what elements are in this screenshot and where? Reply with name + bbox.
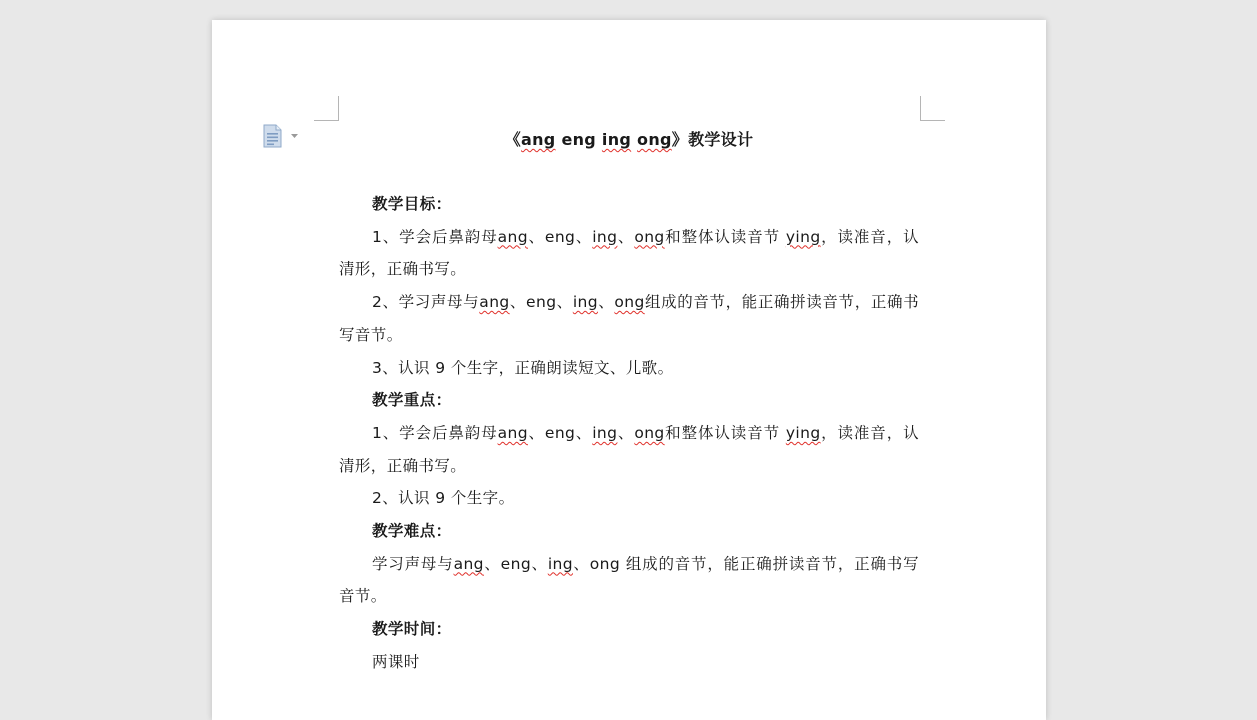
document-options-icon: [262, 124, 302, 148]
section-heading-difficulties: 教学难点：: [372, 522, 452, 541]
pinyin-word: eng: [561, 130, 597, 149]
document-body[interactable]: [339, 124, 919, 679]
document-options-button[interactable]: [262, 124, 302, 148]
difficulty-item-1: 学习声母与ang、eng、ing、ong 组成的音节，能正确拼读音节，正确书写音节。: [339, 554, 920, 606]
goal-item-2: 2、学习声母与ang、eng、ing、ong组成的音节，能正确拼读音节，正确书写音节。: [339, 293, 919, 344]
goal-item-3: 3、认识 9 个生字，正确朗读短文、儿歌。: [372, 358, 674, 377]
document-title: 《ang eng ing ong》教学设计: [504, 130, 754, 149]
time-item-1: 两课时: [372, 652, 420, 671]
pinyin-word: ong: [637, 130, 672, 149]
pinyin-word: ing: [601, 130, 632, 149]
goal-item-1: 1、学会后鼻韵母ang、eng、ing、ong和整体认读音节 ying，读准音，认清形，正确书写。: [339, 227, 920, 279]
section-heading-goals: 教学目标：: [372, 195, 452, 213]
pinyin-word: ang: [521, 130, 556, 149]
section-heading-time: 教学时间：: [372, 620, 452, 639]
key-point-item-1: 1、学会后鼻韵母ang、eng、ing、ong和整体认读音节 ying，读准音，认清形，正确书写。: [339, 423, 920, 475]
key-point-item-2: 2、认识 9 个生字。: [372, 489, 515, 508]
margin-corner-top-left: [314, 96, 339, 121]
section-heading-key-points: 教学重点：: [372, 391, 452, 410]
document-page: [212, 20, 1046, 720]
margin-corner-top-right: [920, 96, 945, 121]
